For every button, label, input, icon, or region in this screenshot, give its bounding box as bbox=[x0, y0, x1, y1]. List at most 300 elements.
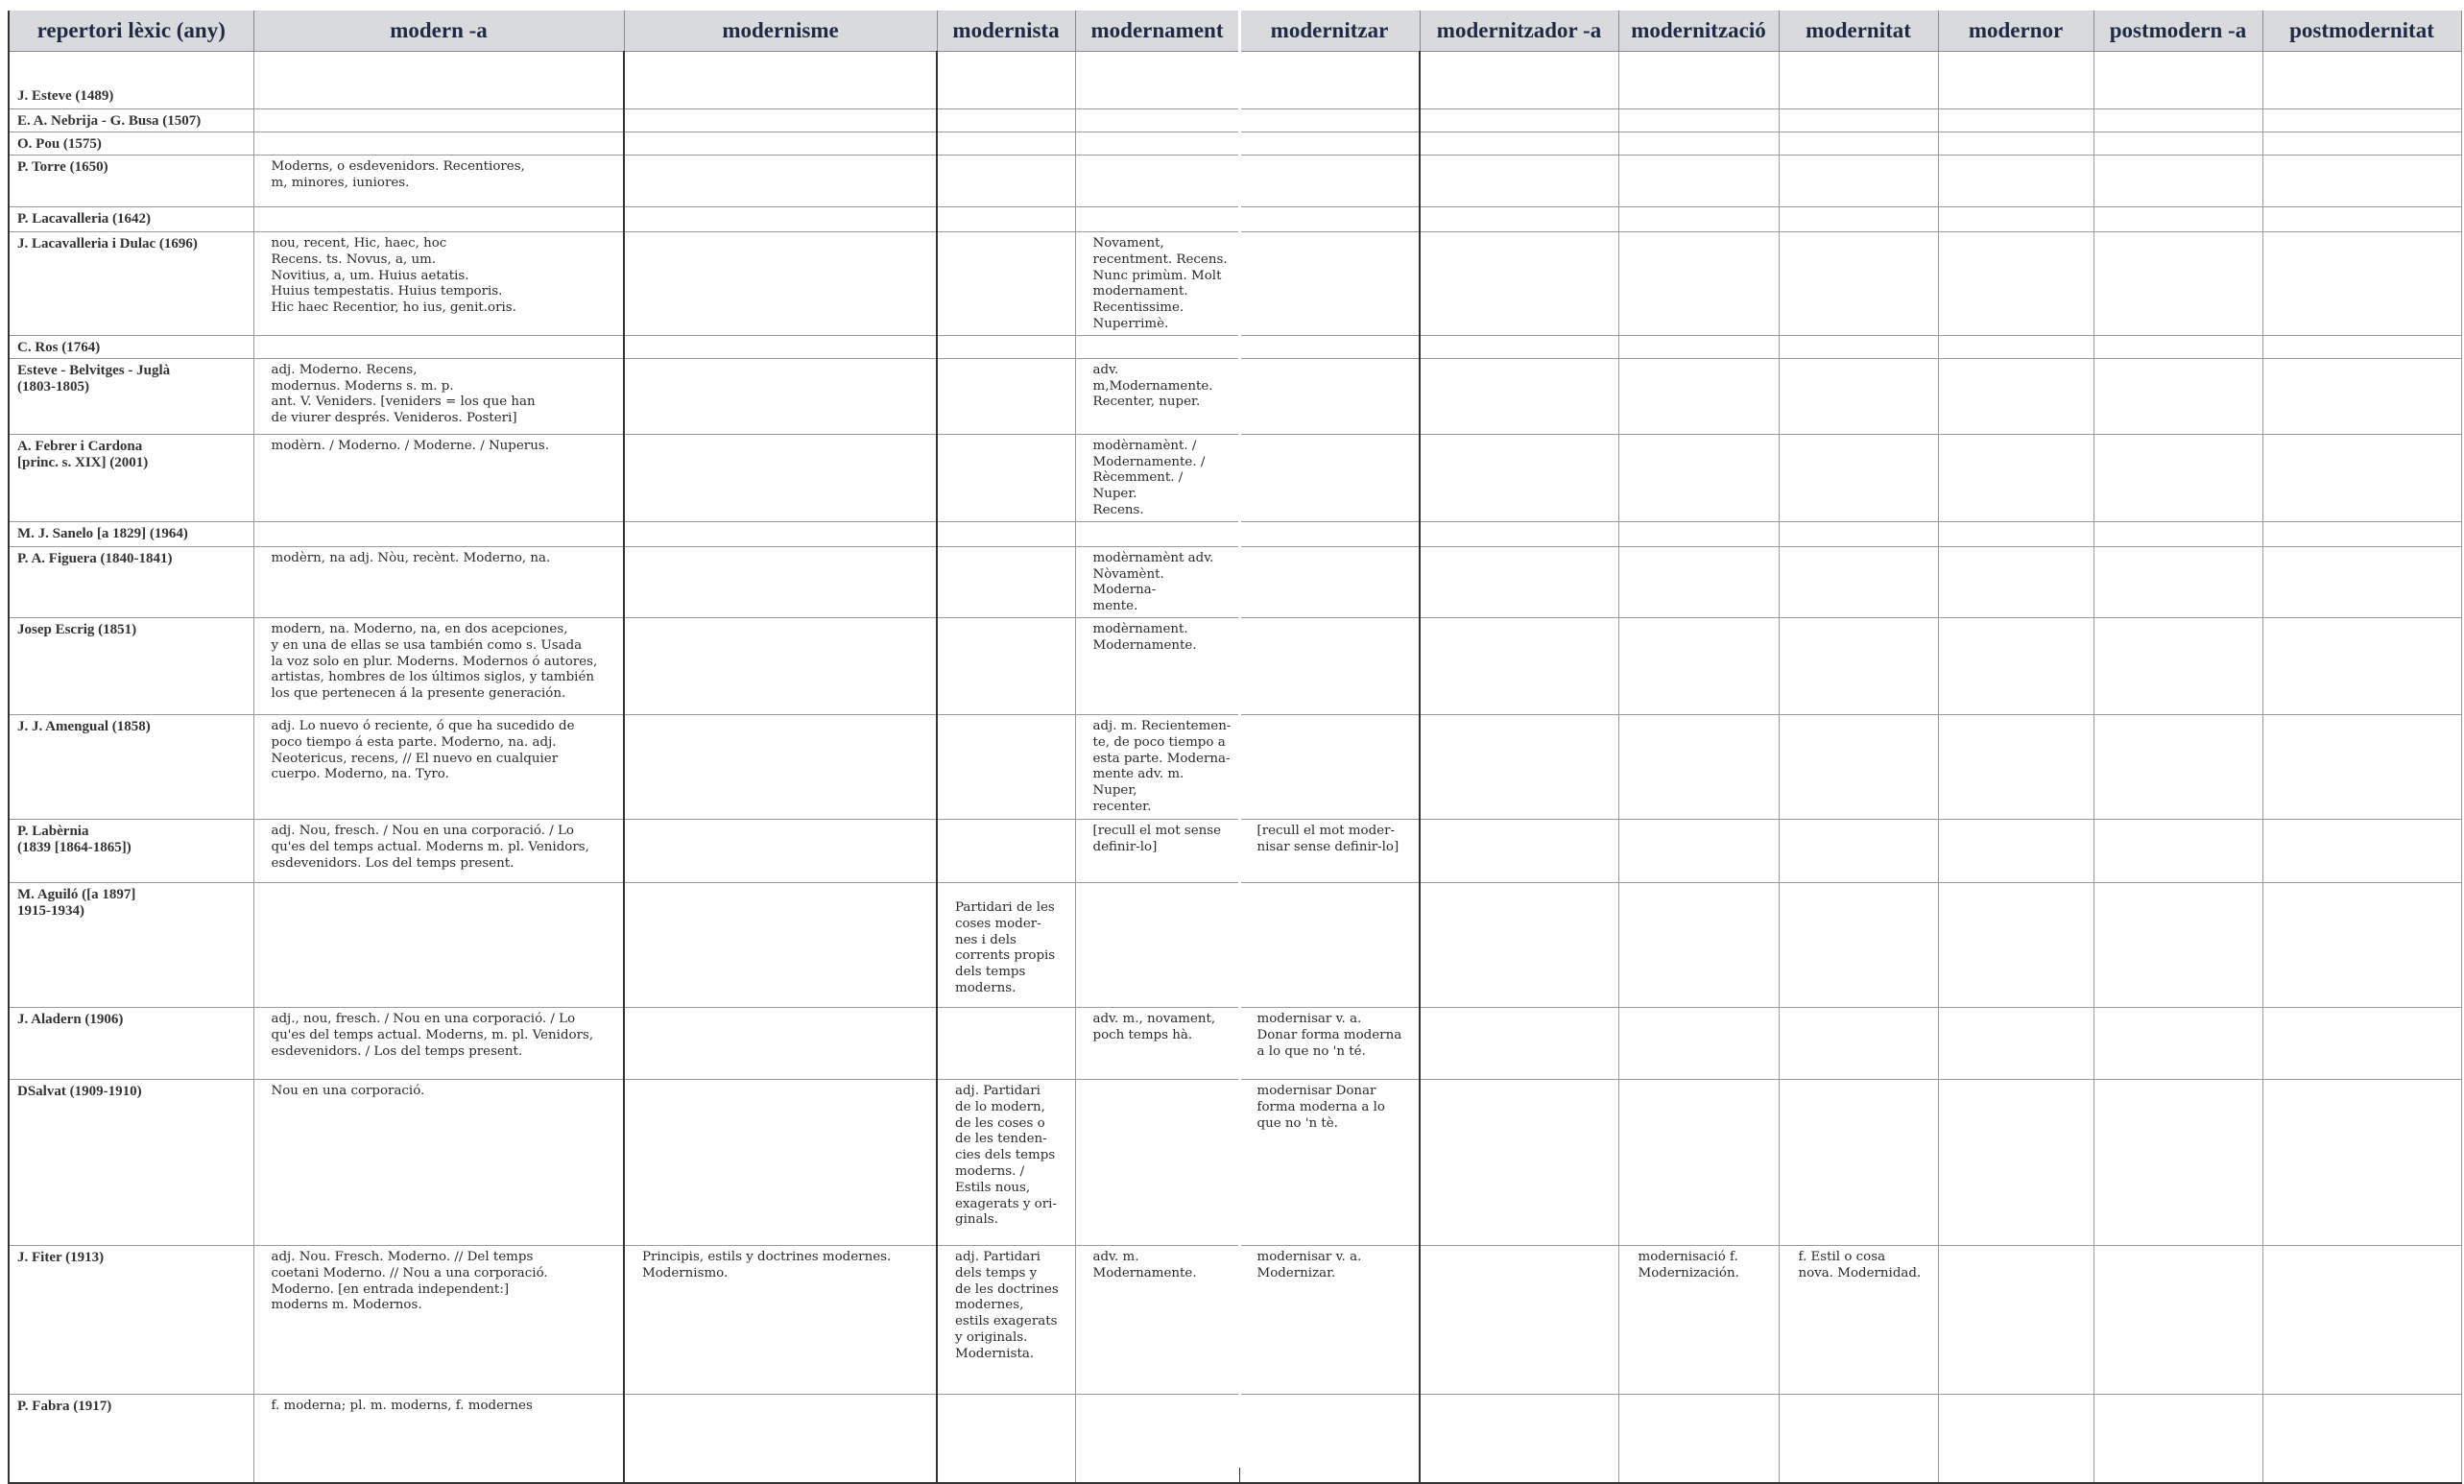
header-modernisme: modernisme bbox=[624, 11, 937, 52]
entry-cell bbox=[2262, 1079, 2461, 1245]
entry-cell bbox=[1938, 1245, 2093, 1394]
entry-cell bbox=[624, 232, 937, 336]
entry-cell bbox=[2093, 882, 2262, 1007]
entry-cell bbox=[1420, 819, 1618, 882]
entry-cell bbox=[253, 358, 624, 434]
entry-cell bbox=[1239, 358, 1420, 434]
entry-cell bbox=[1075, 714, 1239, 819]
entry-cell bbox=[2093, 1245, 2262, 1394]
entry-cell bbox=[1779, 617, 1938, 714]
source-cell bbox=[9, 521, 253, 546]
source-label: Esteve - Belvitges - Juglà (1803-1805) bbox=[17, 362, 171, 395]
entry-cell bbox=[1420, 52, 1618, 109]
entry-cell bbox=[253, 1007, 624, 1079]
header-modernitzacio: modernització bbox=[1618, 11, 1779, 52]
entry-cell bbox=[253, 1245, 624, 1394]
entry-cell bbox=[2262, 882, 2461, 1007]
source-cell bbox=[9, 882, 253, 1007]
entry-text: modernisar Donar forma moderna a lo que no 'n tè. bbox=[1256, 1083, 1385, 1131]
entry-cell bbox=[1938, 1007, 2093, 1079]
entry-cell bbox=[1938, 714, 2093, 819]
table-row bbox=[9, 52, 2461, 109]
entry-text: adj. Partidari de lo modern, de les coses o de les tenden- cies dels temps moderns. / Estils nous, exagerats y ori- ginals. bbox=[955, 1083, 1057, 1228]
entry-cell bbox=[1779, 434, 1938, 521]
table-row bbox=[9, 109, 2461, 132]
entry-cell bbox=[624, 132, 937, 156]
entry-cell bbox=[1239, 617, 1420, 714]
entry-cell bbox=[1239, 819, 1420, 882]
entry-text: adj. Moderno. Recens, modernus. Moderns s. m. p. ant. V. Veniders. [veniders = los que han de viurer després. Venideros. Posteri] bbox=[271, 362, 536, 426]
source-cell bbox=[9, 819, 253, 882]
entry-cell bbox=[1420, 1245, 1618, 1394]
table-row bbox=[9, 156, 2461, 207]
entry-text: adv. m,Modernamente. Recenter, nuper. bbox=[1092, 362, 1213, 410]
entry-cell bbox=[1239, 1245, 1420, 1394]
header-postmodern: postmodern -a bbox=[2093, 11, 2262, 52]
table-row bbox=[9, 1079, 2461, 1245]
entry-cell bbox=[1420, 156, 1618, 207]
entry-text: f. moderna; pl. m. moderns, f. modernes bbox=[271, 1398, 533, 1413]
entry-cell bbox=[1420, 617, 1618, 714]
entry-cell bbox=[1420, 714, 1618, 819]
entry-cell bbox=[253, 132, 624, 156]
entry-cell bbox=[253, 617, 624, 714]
entry-cell bbox=[1239, 132, 1420, 156]
entry-cell bbox=[2262, 156, 2461, 207]
entry-text: adj. m. Recientemen- te, de poco tiempo a esta parte. Moderna- mente adv. m. Nuper, recenter. bbox=[1092, 718, 1232, 814]
entry-cell bbox=[1779, 882, 1938, 1007]
entry-cell bbox=[1239, 1079, 1420, 1245]
source-label: P. Torre (1650) bbox=[17, 159, 108, 175]
entry-text: Partidari de les coses moder- nes i dels corrents propis dels temps moderns. bbox=[955, 899, 1056, 995]
entry-cell bbox=[1938, 882, 2093, 1007]
entry-cell bbox=[1239, 434, 1420, 521]
entry-cell bbox=[937, 434, 1075, 521]
entry-cell bbox=[1239, 232, 1420, 336]
entry-cell bbox=[2262, 819, 2461, 882]
entry-cell bbox=[937, 156, 1075, 207]
entry-cell bbox=[2262, 132, 2461, 156]
entry-cell bbox=[2262, 1007, 2461, 1079]
source-label: P. A. Figuera (1840-1841) bbox=[17, 550, 173, 566]
entry-cell bbox=[1618, 1245, 1779, 1394]
entry-cell bbox=[1075, 52, 1239, 109]
lexicon-table-sheet bbox=[8, 11, 2460, 1484]
entry-cell bbox=[253, 819, 624, 882]
entry-cell bbox=[937, 617, 1075, 714]
header-modernista: modernista bbox=[937, 11, 1075, 52]
entry-cell bbox=[2093, 1007, 2262, 1079]
entry-cell bbox=[2262, 521, 2461, 546]
entry-cell bbox=[253, 232, 624, 336]
entry-cell bbox=[1420, 434, 1618, 521]
source-label: J. Lacavalleria i Dulac (1696) bbox=[17, 236, 198, 251]
header-modernor: modernor bbox=[1938, 11, 2093, 52]
source-cell bbox=[9, 714, 253, 819]
entry-cell bbox=[253, 714, 624, 819]
source-label: E. A. Nebrija - G. Busa (1507) bbox=[17, 113, 202, 129]
header-modernitat: modernitat bbox=[1779, 11, 1938, 52]
entry-cell bbox=[1779, 132, 1938, 156]
entry-cell bbox=[1938, 232, 2093, 336]
entry-cell bbox=[2093, 1079, 2262, 1245]
header-modernitzador: modernitzador -a bbox=[1420, 11, 1618, 52]
entry-cell bbox=[2093, 132, 2262, 156]
header-row bbox=[9, 11, 2461, 52]
entry-cell bbox=[1239, 521, 1420, 546]
entry-cell bbox=[2093, 52, 2262, 109]
entry-cell bbox=[1075, 617, 1239, 714]
entry-cell bbox=[1420, 132, 1618, 156]
entry-cell bbox=[1938, 109, 2093, 132]
header-modernitzar: modernitzar bbox=[1239, 11, 1420, 52]
entry-cell bbox=[1779, 1007, 1938, 1079]
entry-cell bbox=[937, 714, 1075, 819]
entry-cell bbox=[1618, 521, 1779, 546]
entry-cell bbox=[1618, 335, 1779, 358]
entry-cell bbox=[624, 521, 937, 546]
entry-cell bbox=[1075, 882, 1239, 1007]
entry-cell bbox=[1779, 714, 1938, 819]
entry-cell bbox=[1618, 1079, 1779, 1245]
entry-cell bbox=[1239, 1394, 1420, 1483]
entry-cell bbox=[1779, 546, 1938, 617]
entry-cell bbox=[1420, 521, 1618, 546]
table-row bbox=[9, 714, 2461, 819]
entry-cell bbox=[1075, 132, 1239, 156]
entry-cell bbox=[2093, 207, 2262, 232]
header-modernament: modernament bbox=[1075, 11, 1239, 52]
entry-cell bbox=[2262, 1394, 2461, 1483]
entry-cell bbox=[937, 109, 1075, 132]
entry-cell bbox=[624, 617, 937, 714]
entry-cell bbox=[1618, 819, 1779, 882]
entry-cell bbox=[1618, 1007, 1779, 1079]
entry-text: modernisar v. a. Modernizar. bbox=[1256, 1249, 1362, 1281]
entry-cell bbox=[937, 882, 1075, 1007]
source-label: P. Fabra (1917) bbox=[17, 1398, 112, 1414]
table-row bbox=[9, 1245, 2461, 1394]
entry-cell bbox=[1239, 714, 1420, 819]
entry-text: modèrn. / Moderno. / Moderne. / Nuperus. bbox=[271, 438, 549, 453]
entry-cell bbox=[1075, 546, 1239, 617]
entry-cell bbox=[937, 819, 1075, 882]
entry-cell bbox=[2262, 358, 2461, 434]
entry-cell bbox=[1618, 232, 1779, 336]
source-cell bbox=[9, 52, 253, 109]
entry-cell bbox=[1779, 819, 1938, 882]
entry-cell bbox=[1075, 819, 1239, 882]
entry-cell bbox=[253, 52, 624, 109]
entry-cell bbox=[1075, 109, 1239, 132]
source-cell bbox=[9, 156, 253, 207]
entry-cell bbox=[1938, 335, 2093, 358]
entry-cell bbox=[937, 132, 1075, 156]
entry-text: adv. m., novament, poch temps hà. bbox=[1092, 1011, 1216, 1042]
entry-cell bbox=[2093, 335, 2262, 358]
entry-text: modèrnament. Modernamente. bbox=[1092, 621, 1197, 653]
entry-cell bbox=[937, 1007, 1075, 1079]
source-label: DSalvat (1909-1910) bbox=[17, 1083, 142, 1099]
entry-cell bbox=[937, 232, 1075, 336]
entry-cell bbox=[937, 1079, 1075, 1245]
entry-cell bbox=[1938, 132, 2093, 156]
entry-cell bbox=[1420, 1394, 1618, 1483]
entry-cell bbox=[1075, 1394, 1239, 1483]
entry-cell bbox=[1618, 714, 1779, 819]
entry-text: adj. Partidari dels temps y de les doctrines modernes, estils exagerats y originals. Modernista. bbox=[955, 1249, 1059, 1361]
entry-cell bbox=[1075, 521, 1239, 546]
source-cell bbox=[9, 1245, 253, 1394]
source-label: J. Esteve (1489) bbox=[17, 88, 114, 104]
entry-cell bbox=[2093, 617, 2262, 714]
entry-cell bbox=[1075, 335, 1239, 358]
source-cell bbox=[9, 1394, 253, 1483]
entry-cell bbox=[1779, 156, 1938, 207]
entry-cell bbox=[1420, 1007, 1618, 1079]
entry-cell bbox=[624, 819, 937, 882]
source-label: C. Ros (1764) bbox=[17, 339, 101, 355]
entry-cell bbox=[624, 882, 937, 1007]
entry-text: Principis, estils y doctrines modernes. Modernismo. bbox=[642, 1249, 892, 1281]
entry-cell bbox=[2262, 617, 2461, 714]
source-label: J. J. Amengual (1858) bbox=[17, 718, 151, 734]
entry-cell bbox=[2262, 546, 2461, 617]
table-row bbox=[9, 617, 2461, 714]
table-row bbox=[9, 335, 2461, 358]
entry-cell bbox=[2093, 232, 2262, 336]
entry-cell bbox=[1420, 1079, 1618, 1245]
entry-cell bbox=[1618, 156, 1779, 207]
table-row bbox=[9, 132, 2461, 156]
entry-cell bbox=[1618, 1394, 1779, 1483]
entry-cell bbox=[1075, 434, 1239, 521]
entry-cell bbox=[2262, 1245, 2461, 1394]
entry-cell bbox=[2093, 1394, 2262, 1483]
table-row bbox=[9, 819, 2461, 882]
entry-text: [recull el mot moder- nisar sense definir-lo] bbox=[1256, 823, 1399, 854]
source-cell bbox=[9, 232, 253, 336]
entry-cell bbox=[2262, 109, 2461, 132]
source-label: J. Aladern (1906) bbox=[17, 1011, 124, 1027]
entry-cell bbox=[1618, 617, 1779, 714]
entry-text: [recull el mot sense definir-lo] bbox=[1092, 823, 1222, 854]
entry-text: modernisar v. a. Donar forma moderna a lo que no 'n té. bbox=[1256, 1011, 1402, 1059]
entry-cell bbox=[937, 335, 1075, 358]
entry-cell bbox=[1420, 335, 1618, 358]
entry-cell bbox=[1938, 1079, 2093, 1245]
entry-cell bbox=[2093, 109, 2262, 132]
entry-cell bbox=[1618, 52, 1779, 109]
entry-text: adj. Lo nuevo ó reciente, ó que ha sucedido de poco tiempo á esta parte. Moderno, na. adj. Neotericus, recens, // El nuevo en cualquier cuerpo. Moderno, na. Tyro. bbox=[271, 718, 575, 782]
entry-cell bbox=[1618, 358, 1779, 434]
source-cell bbox=[9, 132, 253, 156]
entry-cell bbox=[1420, 207, 1618, 232]
entry-cell bbox=[937, 52, 1075, 109]
entry-cell bbox=[253, 335, 624, 358]
entry-cell bbox=[624, 109, 937, 132]
entry-cell bbox=[1938, 358, 2093, 434]
entry-cell bbox=[2093, 434, 2262, 521]
entry-cell bbox=[253, 156, 624, 207]
entry-cell bbox=[1938, 434, 2093, 521]
entry-text: modern, na. Moderno, na, en dos acepciones, y en una de ellas se usa también como s. Usada la voz solo en plur. Moderns. Modernos ó autores, artistas, hombres de los últimos siglos, y también los que pertenecen á la presente generación. bbox=[271, 621, 598, 702]
entry-cell bbox=[937, 1394, 1075, 1483]
entry-text: nou, recent, Hic, haec, hoc Recens. ts. Novus, a, um. Novitius, a, um. Huius aetatis. Huius tempestatis. Huius temporis. Hic haec Recentior, ho ius, genit.oris. bbox=[271, 236, 516, 316]
header-postmodernitat: postmodernitat bbox=[2262, 11, 2461, 52]
table-row bbox=[9, 207, 2461, 232]
entry-cell bbox=[1779, 335, 1938, 358]
entry-cell bbox=[1420, 358, 1618, 434]
source-label: P. Lacavalleria (1642) bbox=[17, 211, 152, 227]
entry-cell bbox=[253, 434, 624, 521]
entry-cell bbox=[1420, 109, 1618, 132]
entry-text: modernisació f. Modernización. bbox=[1638, 1249, 1739, 1281]
entry-cell bbox=[1075, 1245, 1239, 1394]
table-row bbox=[9, 1007, 2461, 1079]
table-row bbox=[9, 546, 2461, 617]
source-cell bbox=[9, 546, 253, 617]
entry-cell bbox=[1779, 207, 1938, 232]
entry-cell bbox=[1779, 358, 1938, 434]
entry-cell bbox=[2093, 358, 2262, 434]
entry-text: Nou en una corporació. bbox=[271, 1083, 425, 1098]
entry-cell bbox=[1075, 232, 1239, 336]
entry-cell bbox=[1239, 52, 1420, 109]
entry-cell bbox=[624, 1007, 937, 1079]
table-row bbox=[9, 434, 2461, 521]
entry-text: modèrn, na adj. Nòu, recènt. Moderno, na. bbox=[271, 550, 551, 565]
entry-cell bbox=[624, 335, 937, 358]
entry-cell bbox=[1938, 617, 2093, 714]
entry-text: Novament, recentment. Recens. Nunc primùm. Molt modernament. Recentissime. Nuperrimè. bbox=[1092, 236, 1228, 331]
entry-cell bbox=[1938, 521, 2093, 546]
entry-cell bbox=[2262, 207, 2461, 232]
entry-cell bbox=[1420, 882, 1618, 1007]
entry-cell bbox=[1779, 1079, 1938, 1245]
entry-cell bbox=[2262, 52, 2461, 109]
header-source: repertori lèxic (any) bbox=[9, 11, 253, 52]
entry-cell bbox=[1779, 521, 1938, 546]
entry-cell bbox=[1938, 52, 2093, 109]
entry-cell bbox=[253, 521, 624, 546]
entry-cell bbox=[624, 1079, 937, 1245]
entry-cell bbox=[624, 434, 937, 521]
entry-cell bbox=[624, 714, 937, 819]
entry-text: Moderns, o esdevenidors. Recentiores, m, minores, iuniores. bbox=[271, 159, 525, 190]
source-label: M. J. Sanelo [a 1829] (1964) bbox=[17, 525, 188, 541]
entry-cell bbox=[1618, 207, 1779, 232]
entry-cell bbox=[624, 358, 937, 434]
source-cell bbox=[9, 617, 253, 714]
entry-text: adj., nou, fresch. / Nou en una corporació. / Lo qu'es del temps actual. Moderns, m. pl. Venidors, esdevenidors. / Los del temps present. bbox=[271, 1011, 594, 1059]
entry-cell bbox=[1618, 132, 1779, 156]
entry-cell bbox=[624, 546, 937, 617]
table-row bbox=[9, 1394, 2461, 1483]
entry-cell bbox=[1779, 1394, 1938, 1483]
page-fold bbox=[1238, 0, 1241, 1468]
entry-cell bbox=[624, 1394, 937, 1483]
entry-cell bbox=[1618, 546, 1779, 617]
entry-cell bbox=[1779, 52, 1938, 109]
entry-cell bbox=[624, 52, 937, 109]
entry-cell bbox=[2093, 521, 2262, 546]
entry-cell bbox=[624, 156, 937, 207]
entry-cell bbox=[1420, 232, 1618, 336]
entry-cell bbox=[1779, 109, 1938, 132]
source-label: A. Febrer i Cardona [princ. s. XIX] (2001) bbox=[17, 438, 149, 470]
source-cell bbox=[9, 1007, 253, 1079]
table-row bbox=[9, 882, 2461, 1007]
entry-cell bbox=[2262, 714, 2461, 819]
entry-cell bbox=[1075, 156, 1239, 207]
source-cell bbox=[9, 434, 253, 521]
entry-cell bbox=[253, 109, 624, 132]
entry-cell bbox=[1938, 546, 2093, 617]
entry-cell bbox=[1075, 207, 1239, 232]
source-label: J. Fiter (1913) bbox=[17, 1249, 105, 1265]
entry-cell bbox=[1938, 207, 2093, 232]
entry-cell bbox=[624, 207, 937, 232]
lexicon-table bbox=[8, 11, 2462, 1484]
entry-cell bbox=[1239, 207, 1420, 232]
entry-cell bbox=[253, 882, 624, 1007]
entry-cell bbox=[937, 207, 1075, 232]
entry-cell bbox=[1239, 882, 1420, 1007]
entry-text: adv. m. Modernamente. bbox=[1092, 1249, 1197, 1281]
entry-cell bbox=[1075, 1007, 1239, 1079]
source-cell bbox=[9, 358, 253, 434]
entry-cell bbox=[2262, 335, 2461, 358]
entry-cell bbox=[1938, 1394, 2093, 1483]
entry-cell bbox=[624, 1245, 937, 1394]
entry-cell bbox=[1618, 109, 1779, 132]
entry-cell bbox=[2093, 546, 2262, 617]
entry-cell bbox=[937, 521, 1075, 546]
entry-text: modèrnamènt adv. Nòvamènt. Moderna- mente. bbox=[1092, 550, 1214, 614]
entry-cell bbox=[1618, 434, 1779, 521]
entry-cell bbox=[1075, 1079, 1239, 1245]
entry-cell bbox=[1239, 109, 1420, 132]
entry-cell bbox=[1938, 156, 2093, 207]
entry-cell bbox=[253, 1079, 624, 1245]
source-cell bbox=[9, 1079, 253, 1245]
entry-cell bbox=[1779, 232, 1938, 336]
entry-cell bbox=[1779, 1245, 1938, 1394]
entry-text: adj. Nou, fresch. / Nou en una corporació. / Lo qu'es del temps actual. Moderns m. pl. Venidors, esdevenidors. Los del temps present. bbox=[271, 823, 589, 871]
entry-cell bbox=[2262, 434, 2461, 521]
entry-cell bbox=[1239, 156, 1420, 207]
entry-cell bbox=[1239, 546, 1420, 617]
entry-cell bbox=[1938, 819, 2093, 882]
entry-cell bbox=[937, 358, 1075, 434]
entry-cell bbox=[253, 207, 624, 232]
entry-cell bbox=[2262, 232, 2461, 336]
entry-cell bbox=[253, 546, 624, 617]
source-label: P. Labèrnia (1839 [1864-1865]) bbox=[17, 823, 132, 855]
entry-cell bbox=[1420, 546, 1618, 617]
entry-cell bbox=[937, 1245, 1075, 1394]
entry-text: modèrnamènt. / Modernamente. / Rècemment. / Nuper. Recens. bbox=[1092, 438, 1206, 517]
entry-cell bbox=[1618, 882, 1779, 1007]
entry-cell bbox=[2093, 714, 2262, 819]
source-label: O. Pou (1575) bbox=[17, 136, 102, 152]
entry-cell bbox=[1239, 335, 1420, 358]
entry-cell bbox=[2093, 819, 2262, 882]
entry-text: f. Estil o cosa nova. Modernidad. bbox=[1798, 1249, 1922, 1281]
entry-cell bbox=[2093, 156, 2262, 207]
entry-text: adj. Nou. Fresch. Moderno. // Del temps coetani Moderno. // Nou a una corporació. Moderno. [en entrada independent:] moderns m. Modernos. bbox=[271, 1249, 548, 1313]
